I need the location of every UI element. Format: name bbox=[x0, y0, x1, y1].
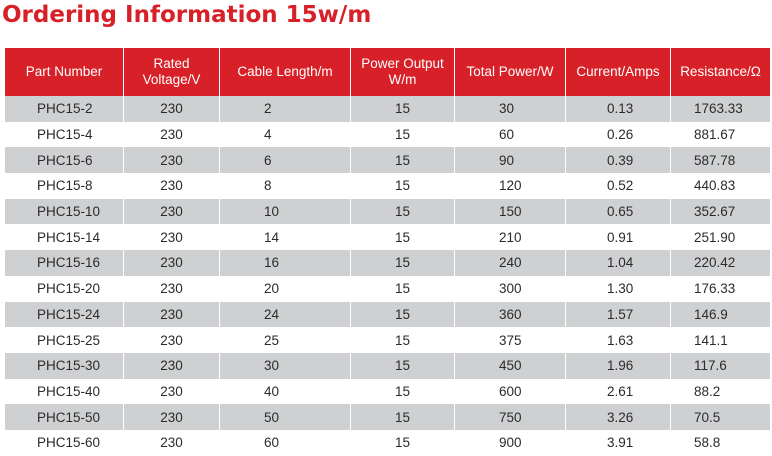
cell-total-power: 375 bbox=[455, 327, 566, 353]
cell-total-power: 90 bbox=[455, 147, 566, 173]
cell-power-output: 15 bbox=[351, 224, 455, 250]
cell-resistance: 70.5 bbox=[671, 404, 771, 430]
cell-current: 1.57 bbox=[566, 302, 671, 328]
cell-current: 1.63 bbox=[566, 327, 671, 353]
cell-cable-length: 8 bbox=[220, 173, 351, 199]
table-row bbox=[5, 276, 771, 302]
cell-power-output: 15 bbox=[351, 302, 455, 328]
cell-part-number: PHC15-2 bbox=[5, 96, 124, 122]
cell-current: 3.91 bbox=[566, 430, 671, 456]
cell-resistance: 176.33 bbox=[671, 276, 771, 302]
cell-resistance: 1763.33 bbox=[671, 96, 771, 122]
cell-rated-voltage: 230 bbox=[124, 302, 220, 328]
cell-total-power: 300 bbox=[455, 276, 566, 302]
cell-resistance: 220.42 bbox=[671, 250, 771, 276]
cell-rated-voltage: 230 bbox=[124, 224, 220, 250]
cell-resistance: 251.90 bbox=[671, 224, 771, 250]
cell-power-output: 15 bbox=[351, 199, 455, 225]
cell-part-number: PHC15-8 bbox=[5, 173, 124, 199]
cell-current: 1.30 bbox=[566, 276, 671, 302]
cell-current: 0.39 bbox=[566, 147, 671, 173]
table-row bbox=[5, 199, 771, 225]
cell-current: 0.65 bbox=[566, 199, 671, 225]
cell-current: 1.96 bbox=[566, 353, 671, 379]
page-title: Ordering Information 15w/m bbox=[2, 2, 372, 28]
cell-cable-length: 25 bbox=[220, 327, 351, 353]
cell-rated-voltage: 230 bbox=[124, 353, 220, 379]
cell-resistance: 881.67 bbox=[671, 122, 771, 148]
cell-part-number: PHC15-6 bbox=[5, 147, 124, 173]
cell-resistance: 146.9 bbox=[671, 302, 771, 328]
column-header-power-output bbox=[351, 48, 455, 96]
cell-current: 2.61 bbox=[566, 379, 671, 405]
table-row bbox=[5, 96, 771, 122]
table-header-row bbox=[5, 48, 771, 96]
cell-cable-length: 10 bbox=[220, 199, 351, 225]
cell-total-power: 750 bbox=[455, 404, 566, 430]
cell-total-power: 450 bbox=[455, 353, 566, 379]
cell-total-power: 120 bbox=[455, 173, 566, 199]
cell-part-number: PHC15-20 bbox=[5, 276, 124, 302]
column-header-resistance: Resistance/Ω bbox=[671, 48, 771, 96]
cell-power-output: 15 bbox=[351, 327, 455, 353]
cell-resistance: 88.2 bbox=[671, 379, 771, 405]
cell-power-output: 15 bbox=[351, 173, 455, 199]
cell-part-number: PHC15-16 bbox=[5, 250, 124, 276]
table-row bbox=[5, 327, 771, 353]
table-body bbox=[5, 96, 771, 456]
cell-rated-voltage: 230 bbox=[124, 404, 220, 430]
cell-current: 3.26 bbox=[566, 404, 671, 430]
cell-current: 1.04 bbox=[566, 250, 671, 276]
column-header-cable-length: Cable Length/m bbox=[220, 48, 351, 96]
column-header-power-output-label: Power Output W/m bbox=[361, 56, 444, 87]
column-header-current: Current/Amps bbox=[566, 48, 671, 96]
cell-cable-length: 2 bbox=[220, 96, 351, 122]
table-row bbox=[5, 430, 771, 456]
cell-cable-length: 50 bbox=[220, 404, 351, 430]
cell-cable-length: 14 bbox=[220, 224, 351, 250]
table-row bbox=[5, 302, 771, 328]
cell-part-number: PHC15-14 bbox=[5, 224, 124, 250]
cell-total-power: 360 bbox=[455, 302, 566, 328]
cell-part-number: PHC15-60 bbox=[5, 430, 124, 456]
cell-part-number: PHC15-10 bbox=[5, 199, 124, 225]
cell-rated-voltage: 230 bbox=[124, 250, 220, 276]
cell-cable-length: 30 bbox=[220, 353, 351, 379]
cell-total-power: 60 bbox=[455, 122, 566, 148]
table-row bbox=[5, 353, 771, 379]
cell-total-power: 210 bbox=[455, 224, 566, 250]
cell-cable-length: 4 bbox=[220, 122, 351, 148]
cell-power-output: 15 bbox=[351, 250, 455, 276]
cell-power-output: 15 bbox=[351, 96, 455, 122]
cell-cable-length: 40 bbox=[220, 379, 351, 405]
cell-part-number: PHC15-4 bbox=[5, 122, 124, 148]
cell-resistance: 58.8 bbox=[671, 430, 771, 456]
ordering-table bbox=[4, 48, 771, 456]
cell-cable-length: 16 bbox=[220, 250, 351, 276]
cell-cable-length: 24 bbox=[220, 302, 351, 328]
table-row bbox=[5, 147, 771, 173]
table-row bbox=[5, 379, 771, 405]
cell-power-output: 15 bbox=[351, 353, 455, 379]
table-row bbox=[5, 122, 771, 148]
cell-resistance: 587.78 bbox=[671, 147, 771, 173]
cell-rated-voltage: 230 bbox=[124, 147, 220, 173]
cell-power-output: 15 bbox=[351, 430, 455, 456]
cell-total-power: 600 bbox=[455, 379, 566, 405]
cell-power-output: 15 bbox=[351, 404, 455, 430]
cell-total-power: 30 bbox=[455, 96, 566, 122]
cell-resistance: 440.83 bbox=[671, 173, 771, 199]
cell-part-number: PHC15-24 bbox=[5, 302, 124, 328]
cell-total-power: 240 bbox=[455, 250, 566, 276]
cell-part-number: PHC15-30 bbox=[5, 353, 124, 379]
cell-rated-voltage: 230 bbox=[124, 327, 220, 353]
cell-cable-length: 6 bbox=[220, 147, 351, 173]
cell-rated-voltage: 230 bbox=[124, 96, 220, 122]
cell-rated-voltage: 230 bbox=[124, 122, 220, 148]
cell-current: 0.91 bbox=[566, 224, 671, 250]
cell-resistance: 141.1 bbox=[671, 327, 771, 353]
cell-rated-voltage: 230 bbox=[124, 379, 220, 405]
column-header-part-number: Part Number bbox=[5, 48, 124, 96]
cell-part-number: PHC15-50 bbox=[5, 404, 124, 430]
cell-cable-length: 60 bbox=[220, 430, 351, 456]
table-row bbox=[5, 404, 771, 430]
cell-current: 0.13 bbox=[566, 96, 671, 122]
table-row bbox=[5, 224, 771, 250]
cell-current: 0.52 bbox=[566, 173, 671, 199]
cell-part-number: PHC15-40 bbox=[5, 379, 124, 405]
cell-resistance: 117.6 bbox=[671, 353, 771, 379]
cell-resistance: 352.67 bbox=[671, 199, 771, 225]
table-row bbox=[5, 250, 771, 276]
cell-rated-voltage: 230 bbox=[124, 173, 220, 199]
cell-power-output: 15 bbox=[351, 379, 455, 405]
cell-power-output: 15 bbox=[351, 122, 455, 148]
cell-rated-voltage: 230 bbox=[124, 430, 220, 456]
column-header-rated-voltage bbox=[124, 48, 220, 96]
cell-power-output: 15 bbox=[351, 147, 455, 173]
table-row bbox=[5, 173, 771, 199]
column-header-rated-voltage-label: Rated Voltage/V bbox=[142, 56, 201, 87]
cell-power-output: 15 bbox=[351, 276, 455, 302]
column-header-total-power: Total Power/W bbox=[455, 48, 566, 96]
cell-rated-voltage: 230 bbox=[124, 276, 220, 302]
cell-part-number: PHC15-25 bbox=[5, 327, 124, 353]
cell-total-power: 150 bbox=[455, 199, 566, 225]
cell-rated-voltage: 230 bbox=[124, 199, 220, 225]
cell-cable-length: 20 bbox=[220, 276, 351, 302]
cell-total-power: 900 bbox=[455, 430, 566, 456]
cell-current: 0.26 bbox=[566, 122, 671, 148]
